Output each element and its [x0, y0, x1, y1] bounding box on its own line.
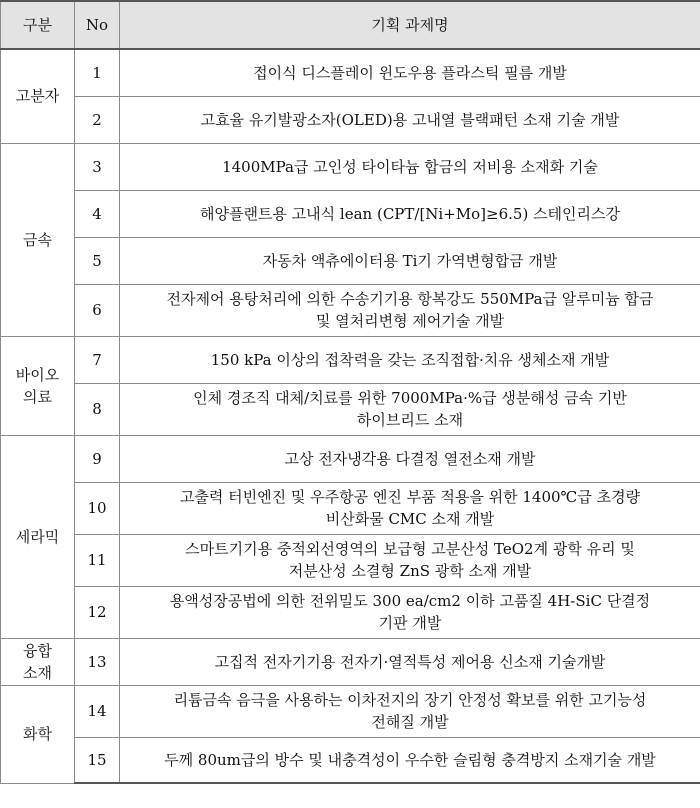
category-label: 세라믹: [15, 527, 60, 546]
title-line: 고효율 유기발광소자(OLED)용 고내열 블랙패턴 소재 기술 개발: [200, 110, 620, 129]
project-title: [120, 284, 700, 336]
table-row: [1, 685, 700, 737]
table-row: [1, 237, 700, 284]
title-line: 저분산성 소결형 ZnS 광학 소재 개발: [288, 562, 532, 580]
title-line: 접이식 디스플레이 윈도우용 플라스틱 필름 개발: [253, 63, 567, 82]
category-cell: [1, 49, 75, 143]
table-row: [1, 534, 700, 586]
project-title: [120, 383, 700, 435]
row-number: 9: [75, 435, 120, 482]
row-number: 5: [75, 237, 120, 284]
title-line: 고상 전자냉각용 다결정 열전소재 개발: [284, 449, 536, 468]
title-line: 비산화물 CMC 소재 개발: [325, 510, 495, 528]
project-title: [120, 190, 700, 237]
table-row: [1, 190, 700, 237]
project-title: [120, 237, 700, 284]
table-row: [1, 383, 700, 435]
title-line: 리튬금속 음극을 사용하는 이차전지의 장기 안정성 확보를 위한 고기능성: [173, 691, 647, 709]
table-row: [1, 336, 700, 383]
project-title: [120, 482, 700, 534]
project-title: [120, 143, 700, 190]
header-title: 기획 과제명: [120, 1, 700, 49]
table-row: [1, 143, 700, 190]
category-cell: [1, 336, 75, 435]
title-line: 해양플랜트용 고내식 lean (CPT/[Ni+Mo]≥6.5) 스테인리스강: [199, 204, 621, 223]
project-title: [120, 49, 700, 96]
category-label: 바이오: [15, 365, 60, 384]
project-title: [120, 685, 700, 737]
table-row: [1, 586, 700, 638]
title-line: 인체 경조직 대체/치료를 위한 7000MPa·%급 생분해성 금속 기반: [193, 389, 627, 407]
table-row: [1, 284, 700, 336]
row-number: 4: [75, 190, 120, 237]
project-title: [120, 534, 700, 586]
row-number: 14: [75, 685, 120, 737]
category-cell: [1, 435, 75, 638]
title-line: 용액성장공법에 의한 전위밀도 300 ea/cm2 이하 고품질 4H-SiC 단결정: [169, 592, 651, 610]
header-no: No: [75, 1, 120, 49]
category-cell: [1, 638, 75, 685]
table-row: [1, 638, 700, 685]
row-number: 7: [75, 336, 120, 383]
row-number: 3: [75, 143, 120, 190]
row-number: 8: [75, 383, 120, 435]
row-number: 6: [75, 284, 120, 336]
project-title: [120, 336, 700, 383]
category-cell: [1, 685, 75, 783]
project-title: [120, 96, 700, 143]
title-line: 스마트기기용 중적외선영역의 보급형 고분산성 TeO2계 광학 유리 및: [185, 540, 635, 558]
header-category: 구분: [1, 1, 75, 49]
category-label: 고분자: [15, 87, 60, 106]
row-number: 10: [75, 482, 120, 534]
row-number: 13: [75, 638, 120, 685]
table-row: [1, 435, 700, 482]
category-label: 화학: [23, 725, 52, 743]
table-row: [1, 737, 700, 783]
row-number: 1: [75, 49, 120, 96]
project-title: [120, 638, 700, 685]
row-number: 11: [75, 534, 120, 586]
project-title: [120, 737, 700, 783]
table-row: [1, 49, 700, 96]
table-row: [1, 96, 700, 143]
row-number: 12: [75, 586, 120, 638]
row-number: 15: [75, 737, 120, 783]
category-label: 금속: [23, 230, 52, 249]
project-title: [120, 435, 700, 482]
title-line: 두께 80um급의 방수 및 내충격성이 우수한 슬림형 충격방지 소재기술 개발: [164, 750, 656, 769]
title-line: 고출력 터빈엔진 및 우주항공 엔진 부품 적용을 위한 1400℃급 초경량: [179, 488, 641, 506]
title-line: 자동차 액츄에이터용 Ti기 가역변형합금 개발: [262, 251, 558, 270]
title-line: 전해질 개발: [371, 713, 449, 731]
title-line: 하이브리드 소재: [356, 411, 464, 429]
title-line: 고집적 전자기기용 전자기·열적특성 제어용 신소재 기술개발: [214, 652, 606, 671]
title-line: 1400MPa급 고인성 타이타늄 합금의 저비용 소재화 기술: [222, 157, 598, 176]
title-line: 150 kPa 이상의 접착력을 갖는 조직접합·치유 생체소재 개발: [210, 350, 610, 369]
category-label: 소재: [23, 663, 52, 682]
category-label: 융합: [23, 641, 52, 660]
table-row: [1, 482, 700, 534]
project-title: [120, 586, 700, 638]
header-row: [1, 1, 700, 49]
title-line: 기판 개발: [378, 614, 442, 632]
category-cell: [1, 143, 75, 336]
title-line: 및 열처리변형 제어기술 개발: [315, 312, 505, 330]
row-number: 2: [75, 96, 120, 143]
category-label: 의료: [23, 387, 52, 406]
title-line: 전자제어 용탕처리에 의한 수송기기용 항복강도 550MPa급 알루미늄 합금: [166, 290, 654, 308]
